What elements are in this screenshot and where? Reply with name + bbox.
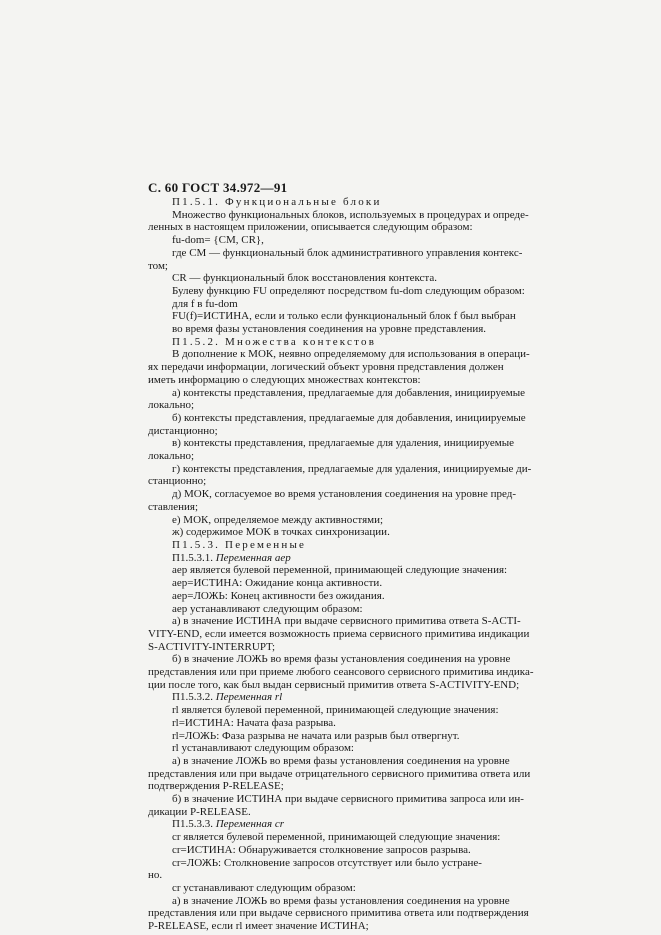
text-line: ях передачи информации, логический объект уровня представления должен — [148, 361, 504, 374]
document-body — [148, 196, 594, 933]
text-line: П1.5.2. Множества контекстов — [172, 335, 377, 348]
text-line: cr=ИСТИНА: Обнаруживается столкновение запросов разрыва. — [172, 843, 471, 856]
text-line: б) в значение ИСТИНА при выдаче сервисного примитива запроса или ин- — [172, 793, 524, 806]
text-line: а) контексты представления, предлагаемые для добавления, инициируемые — [172, 386, 525, 399]
page-header: С. 60 ГОСТ 34.972—91 — [148, 180, 288, 195]
text-line: ставления; — [148, 500, 199, 513]
text-line: подтверждения P-RELEASE; — [148, 780, 284, 793]
text-line: представления или при приеме любого сеансового сервисного примитива индика- — [148, 666, 534, 679]
text-line: в) контексты представления, предлагаемые для удаления, инициируемые — [172, 437, 515, 450]
text-line: ленных в настоящем приложении, описывается следующим образом: — [148, 221, 473, 234]
text-line: aep=ИСТИНА: Ожидание конца активности. — [172, 577, 383, 590]
text-line: где CM — функциональный блок административного управления контекс- — [172, 246, 523, 259]
text-line: но. — [148, 869, 163, 882]
text-line: д) МОК, согласуемое во время установления соединения на уровне пред- — [172, 488, 516, 501]
text-line: ж) содержимое МОК в точках синхронизации. — [172, 526, 390, 539]
text-line: иметь информацию о следующих множествах контекстов: — [148, 373, 421, 386]
text-line: представления или при выдаче отрицательного сервисного примитива ответа или — [148, 767, 531, 780]
text-line: S-ACTIVITY-INTERRUPT; — [148, 640, 276, 653]
text-line: а) в значение ЛОЖЬ во время фазы установления соединения на уровне — [172, 894, 510, 907]
text-line: aep является булевой переменной, принимающей следующие значения: — [172, 564, 508, 577]
text-line: б) в значение ЛОЖЬ во время фазы установления соединения на уровне — [172, 653, 511, 666]
text-line: локально; — [148, 450, 195, 463]
text-line: а) в значение ЛОЖЬ во время фазы установления соединения на уровне — [172, 754, 510, 767]
text-line: Множество функциональных блоков, используемых в процедурах и опреде- — [172, 208, 529, 221]
text-line: CR — функциональный блок восстановления контекста. — [172, 272, 437, 285]
text-line: для f в fu-dom — [172, 297, 238, 310]
text-line: станционно; — [148, 475, 207, 488]
text-line: г) контексты представления, предлагаемые для удаления, инициируемые ди- — [172, 462, 532, 475]
text-line: П1.5.1. Функциональные блоки — [172, 196, 382, 208]
text-line: во время фазы установления соединения на уровне представления. — [172, 323, 487, 336]
text-line: FU(f)=ИСТИНА, если и только если функциональный блок f был выбран — [172, 310, 516, 323]
text-line: cr устанавливают следующим образом: — [172, 881, 356, 894]
text-line: П1.5.3.2. Переменная rl — [172, 691, 283, 704]
text-line: дикации P-RELEASE. — [148, 805, 251, 818]
text-line: P-RELEASE, если rl имеет значение ИСТИНА; — [148, 920, 369, 933]
text-line: П1.5.3. Переменные — [172, 538, 307, 551]
text-line: локально; — [148, 399, 195, 412]
text-line: том; — [148, 259, 168, 272]
text-line: rl=ЛОЖЬ: Фаза разрыва не начата или разрыв был отвергнут. — [172, 729, 460, 742]
text-line: VITY-END, если имеется возможность приема сервисного примитива индикации — [148, 627, 530, 640]
text-line: ции после того, как был выдан сервисный примитив ответа S-ACTIVITY-END; — [148, 678, 520, 691]
text-line: cr является булевой переменной, принимающей следующие значения: — [172, 831, 501, 844]
text-line: б) контексты представления, предлагаемые для добавления, инициируемые — [172, 411, 526, 424]
text-line: П1.5.3.3. Переменная cr — [172, 818, 284, 831]
text-line: а) в значение ИСТИНА при выдаче сервисного примитива ответа S-ACTI- — [172, 615, 521, 628]
text-line: дистанционно; — [148, 424, 218, 437]
text-line: е) МОК, определяемое между активностями; — [172, 513, 384, 526]
text-line: aep=ЛОЖЬ: Конец активности без ожидания. — [172, 589, 385, 602]
text-line: fu-dom= {CM, CR}, — [172, 234, 264, 247]
text-line: rl устанавливают следующим образом: — [172, 742, 354, 755]
text-line: cr=ЛОЖЬ: Столкновение запросов отсутствует или было устране- — [172, 856, 482, 869]
text-line: Булеву функцию FU определяют посредством fu-dom следующим образом: — [172, 284, 525, 297]
text-line: aep устанавливают следующим образом: — [172, 602, 363, 615]
text-line: В дополнение к МОК, неявно определяемому для использования в операци- — [172, 348, 530, 361]
text-line: представления или при выдаче сервисного примитива ответа или подтверждения — [148, 907, 529, 920]
text-line: rl является булевой переменной, принимающей следующие значения: — [172, 704, 499, 717]
text-line: П1.5.3.1. Переменная aep — [172, 551, 291, 564]
text-line: rl=ИСТИНА: Начата фаза разрыва. — [172, 716, 336, 729]
